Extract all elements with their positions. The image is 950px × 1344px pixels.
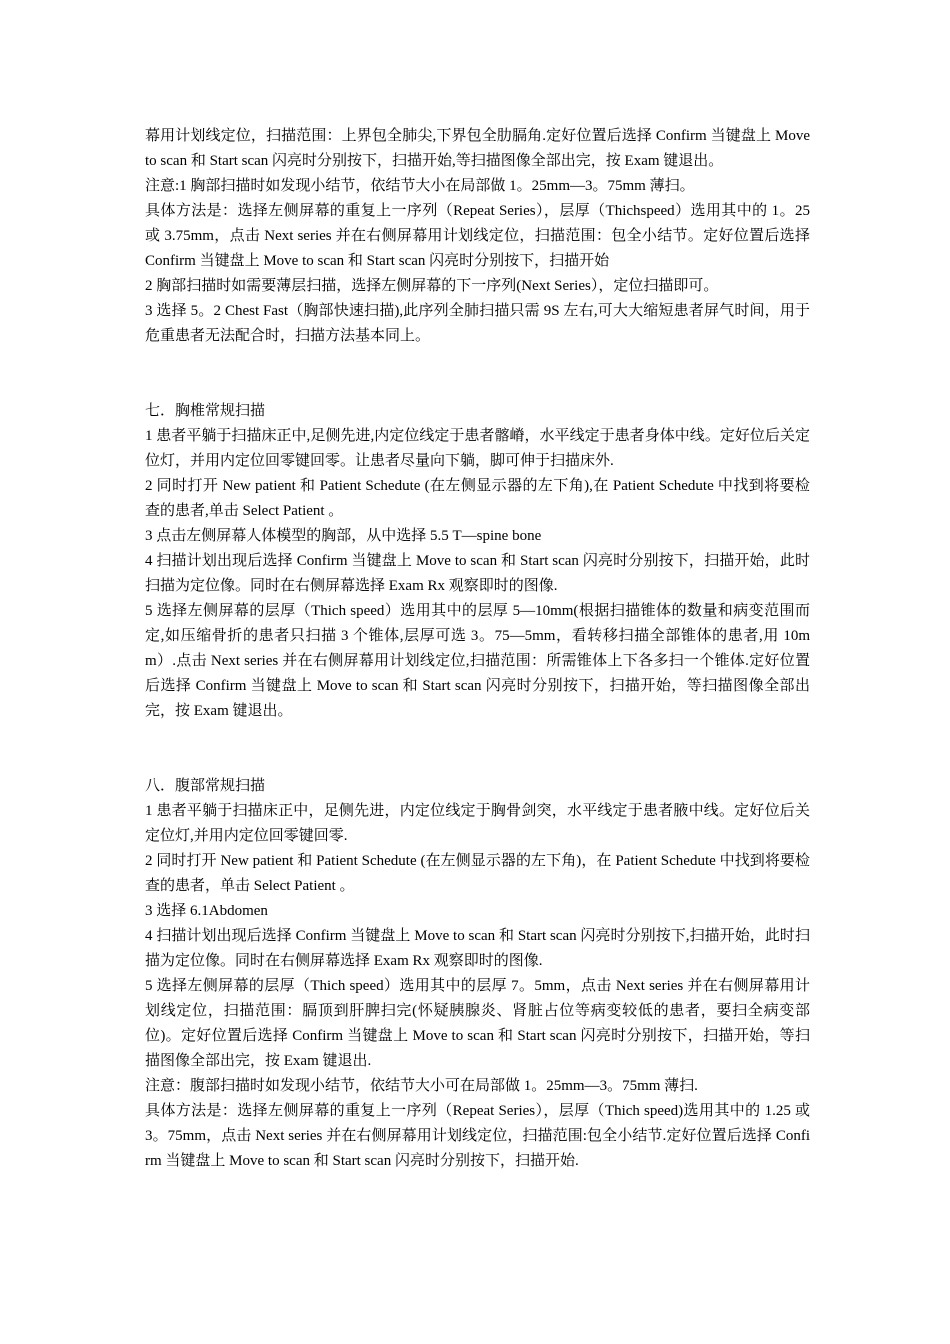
section-heading: 八．腹部常规扫描 (145, 778, 266, 794)
section-spacer (145, 724, 810, 774)
paragraph: 2 胸部扫描时如需要薄层扫描，选择左侧屏幕的下一序列(Next Series），定位扫描即可。 (145, 278, 719, 294)
paragraph: 具体方法是：选择左侧屏幕的重复上一序列（Repeat Series），层厚（Thich speed)选用其中的 1.25 或 3。75mm，点击 Next series 并在右侧屏幕用计划线定位，扫描范围:包全小结节.定好位置后选择 Confirm 当键盘上 Move to scan 和 Start scan 闪亮时分别按下，扫描开始. (145, 1103, 810, 1169)
paragraph: 3 选择 6.1Abdomen (145, 903, 268, 919)
document-page (145, 124, 810, 1174)
paragraph: 2 同时打开 New patient 和 Patient Schedute (在左侧显示器的左下角)，在 Patient Schedute 中找到将要检查的患者，单击 Select Patient 。 (145, 853, 810, 894)
paragraph: 5 选择左侧屏幕的层厚（Thich speed）选用其中的层厚 5—10mm(根据扫描锥体的数量和病变范围而定,如压缩骨折的患者只扫描 3 个锥体,层厚可选 3。75—5mm，看转移扫描全部锥体的患者,用 10mm）.点击 Next series 并在右侧屏幕用计划线定位,扫描范围：所需锥体上下各多扫一个锥体.定好位置后选择 Confirm 当键盘上 Move to scan 和 Start scan 闪亮时分别按下，扫描开始，等扫描图像全部出完，按 Exam 键退出。 (145, 603, 810, 719)
section-spacer (145, 349, 810, 399)
paragraph: 幕用计划线定位，扫描范围：上界包全肺尖,下界包全肋膈角.定好位置后选择 Confirm 当键盘上 Move to scan 和 Start scan 闪亮时分别按下，扫描开始,等扫描图像全部出完，按 Exam 键退出。 (145, 128, 810, 169)
paragraph: 2 同时打开 New patient 和 Patient Schedute (在左侧显示器的左下角),在 Patient Schedute 中找到将要检查的患者,单击 Select Patient 。 (145, 478, 810, 519)
section-thoracic-spine (145, 399, 810, 724)
paragraph: 1 患者平躺于扫描床正中,足侧先进,内定位线定于患者髂嵴，水平线定于患者身体中线。定好位后关定位灯，并用内定位回零键回零。让患者尽量向下躺，脚可伸于扫描床外. (145, 428, 810, 469)
paragraph: 具体方法是：选择左侧屏幕的重复上一序列（Repeat Series），层厚（Thichspeed）选用其中的 1。25 或 3.75mm，点击 Next series 并在右侧屏幕用计划线定位，扫描范围：包全小结节。定好位置后选择 Confirm 当键盘上 Move to scan 和 Start scan 闪亮时分别按下，扫描开始 (145, 203, 810, 269)
section-continuation (145, 124, 810, 349)
section-heading: 七．胸椎常规扫描 (145, 403, 266, 419)
paragraph: 1 患者平躺于扫描床正中，足侧先进，内定位线定于胸骨剑突，水平线定于患者腋中线。定好位后关定位灯,并用内定位回零键回零. (145, 803, 810, 844)
paragraph: 5 选择左侧屏幕的层厚（Thich speed）选用其中的层厚 7。5mm，点击 Next series 并在右侧屏幕用计划线定位，扫描范围：膈顶到肝脾扫完(怀疑胰腺炎、肾脏占位等病变较低的患者，要扫全病变部位)。定好位置后选择 Confirm 当键盘上 Move to scan 和 Start scan 闪亮时分别按下，扫描开始，等扫描图像全部出完，按 Exam 键退出. (145, 978, 810, 1069)
section-abdomen (145, 774, 810, 1174)
paragraph: 注意：腹部扫描时如发现小结节，依结节大小可在局部做 1。25mm—3。75mm 薄扫. (145, 1078, 698, 1094)
paragraph: 4 扫描计划出现后选择 Confirm 当键盘上 Move to scan 和 Start scan 闪亮时分别按下，扫描开始，此时扫描为定位像。同时在右侧屏幕选择 Exam Rx 观察即时的图像. (145, 553, 810, 594)
paragraph: 3 点击左侧屏幕人体模型的胸部，从中选择 5.5 T—spine bone (145, 528, 542, 544)
paragraph: 4 扫描计划出现后选择 Confirm 当键盘上 Move to scan 和 Start scan 闪亮时分别按下,扫描开始，此时扫描为定位像。同时在右侧屏幕选择 Exam Rx 观察即时的图像. (145, 928, 810, 969)
paragraph: 3 选择 5。2 Chest Fast（胸部快速扫描),此序列全肺扫描只需 9S 左右,可大大缩短患者屏气时间，用于危重患者无法配合时，扫描方法基本同上。 (145, 303, 810, 344)
paragraph: 注意:1 胸部扫描时如发现小结节，依结节大小在局部做 1。25mm—3。75mm 薄扫。 (145, 178, 695, 194)
